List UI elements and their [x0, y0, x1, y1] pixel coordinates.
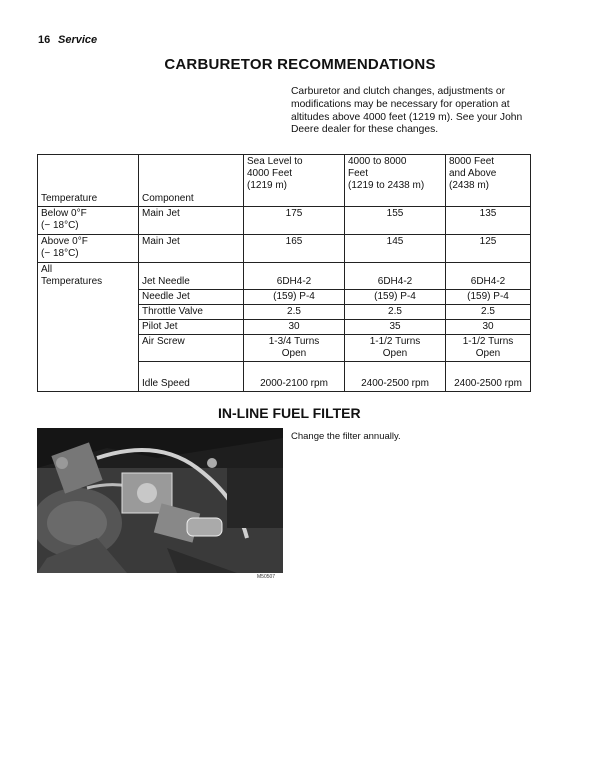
table-header-row: [38, 155, 531, 207]
component-cell: Idle Speed: [139, 362, 244, 392]
component-cell: Pilot Jet: [139, 320, 244, 335]
value-cell: 145: [345, 235, 446, 263]
header-text: (1219 to 2438 m): [348, 180, 425, 191]
all-temperatures-cell: [38, 263, 139, 392]
value-text: Open: [281, 348, 307, 359]
value-cell: 2000-2100 rpm: [244, 362, 345, 392]
component-cell: Main Jet: [139, 207, 244, 235]
fuel-filter-note: Change the filter annually.: [291, 431, 401, 442]
value-text: 1-1/2 Turns: [462, 336, 514, 347]
value-cell: 165: [244, 235, 345, 263]
temp-cell: [38, 235, 139, 263]
temp-text: (− 18°C): [41, 248, 79, 259]
value-cell: 6DH4-2: [446, 263, 531, 290]
value-cell: 175: [244, 207, 345, 235]
temp-text: Below 0°F: [41, 208, 87, 219]
component-cell: Needle Jet: [139, 290, 244, 305]
header-text: 4000 Feet: [247, 168, 293, 179]
header-text: Feet: [348, 168, 369, 179]
component-cell: Throttle Valve: [139, 305, 244, 320]
temp-text: Above 0°F: [41, 236, 88, 247]
temp-text: All: [41, 264, 53, 275]
engine-photo-illustration: [37, 428, 283, 573]
value-cell: (159) P-4: [244, 290, 345, 305]
value-cell: 2.5: [244, 305, 345, 320]
header-temperature: Temperature: [38, 155, 139, 207]
header-text: (1219 m): [247, 180, 288, 191]
value-cell: 2.5: [345, 305, 446, 320]
header-text: 8000 Feet: [449, 156, 495, 167]
component-cell: Main Jet: [139, 235, 244, 263]
component-cell: Jet Needle: [139, 263, 244, 290]
temp-cell: [38, 207, 139, 235]
carburetor-title: CARBURETOR RECOMMENDATIONS: [164, 56, 436, 73]
value-cell: 2400-2500 rpm: [446, 362, 531, 392]
value-cell: 125: [446, 235, 531, 263]
value-text: Open: [475, 348, 501, 359]
section-name: Service: [58, 34, 98, 46]
header-sea-level: [244, 155, 345, 207]
value-cell: 155: [345, 207, 446, 235]
value-text: Open: [382, 348, 408, 359]
header-text: Sea Level to: [247, 156, 303, 167]
table-row: [38, 263, 531, 290]
component-cell: Air Screw: [139, 335, 244, 362]
value-cell: [244, 335, 345, 362]
table-row: [38, 235, 531, 263]
header-8000-above: [446, 155, 531, 207]
value-cell: 2400-2500 rpm: [345, 362, 446, 392]
header-component: Component: [139, 155, 244, 207]
header-text: 4000 to 8000: [348, 156, 407, 167]
fuel-filter-title: IN-LINE FUEL FILTER: [218, 405, 361, 421]
value-text: 1-3/4 Turns: [268, 336, 320, 347]
table-row: [38, 207, 531, 235]
value-cell: 35: [345, 320, 446, 335]
header-text: (2438 m): [449, 180, 490, 191]
value-cell: 6DH4-2: [345, 263, 446, 290]
photo-id: M50507: [257, 574, 276, 580]
header-4000-8000: [345, 155, 446, 207]
header-text: and Above: [449, 168, 497, 179]
page-number: 16: [38, 34, 51, 46]
carburetor-intro: Carburetor and clutch changes, adjustments or modifications may be necessary for operation at altitudes above 4000 feet (1219 m). See your John Deere dealer for these changes.: [291, 86, 523, 136]
value-cell: 30: [446, 320, 531, 335]
temp-text: Temperatures: [41, 276, 103, 287]
value-cell: (159) P-4: [345, 290, 446, 305]
temp-text: (− 18°C): [41, 220, 79, 231]
value-cell: 135: [446, 207, 531, 235]
value-cell: [446, 335, 531, 362]
value-cell: 30: [244, 320, 345, 335]
value-cell: 6DH4-2: [244, 263, 345, 290]
value-cell: (159) P-4: [446, 290, 531, 305]
value-text: 1-1/2 Turns: [369, 336, 421, 347]
value-cell: [345, 335, 446, 362]
engine-photo: [37, 428, 283, 573]
carburetor-table: [37, 154, 531, 392]
value-cell: 2.5: [446, 305, 531, 320]
